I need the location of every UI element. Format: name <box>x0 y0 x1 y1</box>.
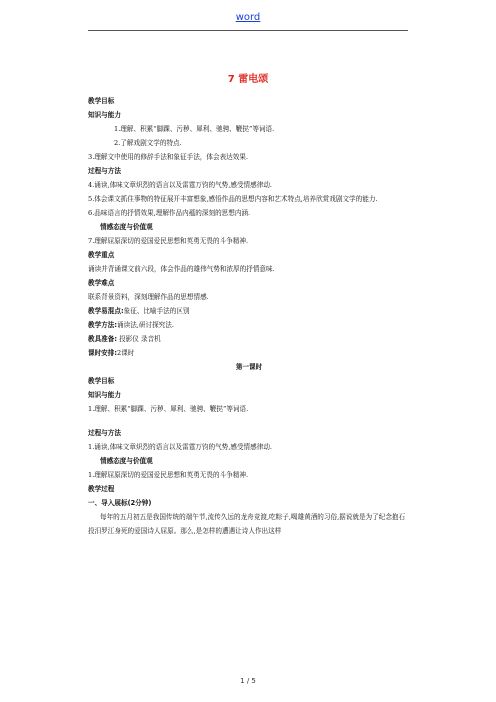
paragraph: 联系背景资料，深刻理解作品的思想情感. <box>88 293 209 301</box>
label: 课时安排: <box>88 349 118 357</box>
objective-item: 3.理解文中使用的修辞手法和象征手法，体会表达效果. <box>88 153 249 161</box>
document-title: 7 雷电颂 <box>227 74 269 85</box>
objective-item: 7.理解屈原深切的爱国爱民思想和英勇无畏的斗争精神. <box>88 237 249 245</box>
section-heading: 教学目标 <box>88 97 115 105</box>
paragraph: 每年的五月初五是我国传统的端午节,流传久远的龙舟竞渡,吃粽子,喝雄黄酒的习俗,据说就是为了纪念抱石投汨罗江身死的爱国诗人屈原。那么,是怎样的遭遇让诗人作出这样 <box>88 513 406 535</box>
labeled-line <box>88 318 410 332</box>
paragraph: 诵读并背诵课文前六段，体会作品的雄伟气势和浓厚的抒情意味. <box>88 265 275 273</box>
label: 教具准备: <box>88 335 118 343</box>
subsection-heading: 过程与方法 <box>88 167 121 175</box>
section-heading: 教学重点 <box>88 251 115 259</box>
subsection-heading: 情感态度与价值观 <box>100 457 153 465</box>
objective-item: 1.理解、积累“脚踝、污秽、犀利、驰骋、鞭挞”等词语. <box>88 405 249 413</box>
page-number: 1 / 5 <box>240 677 256 685</box>
section-heading: 教学难点 <box>88 279 115 287</box>
subsection-heading: 知识与能力 <box>88 391 121 399</box>
header-divider <box>88 30 408 31</box>
label: 教学易混点: <box>88 307 124 315</box>
spacer <box>88 416 410 426</box>
value: 投影仪 录音机 <box>117 335 161 343</box>
subsection-heading: 情感态度与价值观 <box>100 223 153 231</box>
step-duration: (2分钟) <box>127 499 152 507</box>
document-body <box>88 94 410 538</box>
label: 教学方法: <box>88 321 118 329</box>
value: 象征、比喻手法的区别 <box>123 307 190 315</box>
step-title: 一、导入展标 <box>88 499 128 507</box>
value: 诵读法,研讨探究法. <box>117 321 174 329</box>
objective-item: 1.理解、积累“脚踝、污秽、犀利、驰骋、鞭挞”等词语. <box>114 125 275 133</box>
objective-item: 5.体会课文抓住事物的特征展开丰富想象,感悟作品的思想内容和艺术特点,培养欣赏戏剧文学的能力. <box>88 195 378 203</box>
section-heading: 教学目标 <box>88 377 115 385</box>
labeled-line <box>88 304 410 318</box>
labeled-line <box>88 332 410 346</box>
step-heading <box>88 496 410 510</box>
section-heading: 教学过程 <box>88 485 115 493</box>
subsection-heading: 过程与方法 <box>88 429 121 437</box>
lesson-heading: 第一课时 <box>235 363 263 371</box>
objective-item: 4.诵读,体味文章炽烈的语言以及雷霆万钧的气势,感受情感律动. <box>88 181 273 189</box>
objective-item: 2.了解戏剧文学的特点. <box>114 139 182 147</box>
objective-item: 1.理解屈原深切的爱国爱民思想和英勇无畏的斗争精神. <box>88 471 249 479</box>
objective-item: 1.诵读,体味文章炽烈的语言以及雷霆万钧的气势,感受情感律动. <box>88 443 273 451</box>
labeled-line <box>88 346 410 360</box>
header-word-link[interactable]: word <box>235 12 261 23</box>
value: 2课时 <box>117 349 135 357</box>
objective-item: 6.品味语言的抒情效果,理解作品内蕴的深刻的思想内涵. <box>88 209 251 217</box>
subsection-heading: 知识与能力 <box>88 111 121 119</box>
